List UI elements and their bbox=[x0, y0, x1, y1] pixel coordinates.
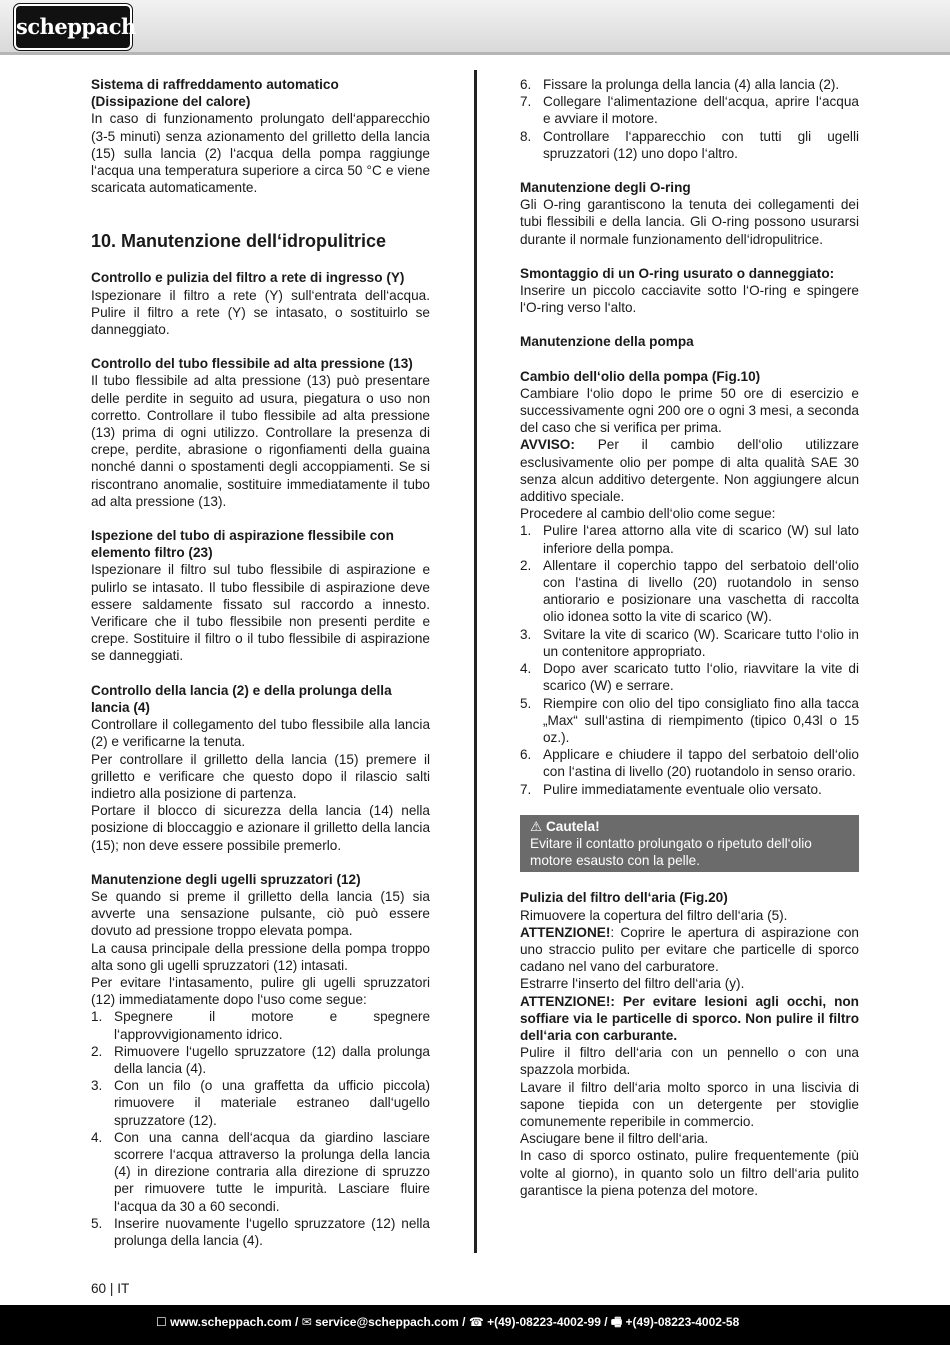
caution-title: ⚠ Cautela! bbox=[530, 818, 600, 834]
air-text: Asciugare bene il filtro dell‘aria. bbox=[520, 1131, 709, 1147]
list-item: 8. Controllare l‘apparecchio con tutti gli ugelli spruzzatori (12) uno dopo l‘altro. bbox=[520, 128, 859, 161]
page-number: 60 bbox=[91, 1281, 107, 1296]
caution-box bbox=[520, 815, 859, 873]
air-text: Lavare il filtro dell‘aria molto sporco in una liscivia di sapone tiepida con un detergente per stoviglie comunemente reperibile in commercio. bbox=[520, 1079, 859, 1129]
air-heading: Pulizia del filtro dell‘aria (Fig.20) bbox=[520, 890, 728, 906]
nozzle-text: Se quando si preme il grilletto della lancia (15) sia avverte una sensazione pulsante, ciò può essere dovuto ad pressione troppo elevata pompa. bbox=[91, 888, 430, 939]
list-item: 5. Riempire con olio del tipo consigliato fino alla tacca „Max“ sull‘astina di riempimento (tipico 0,43l o 15 oz.). bbox=[520, 695, 859, 745]
page-number-line bbox=[91, 1281, 129, 1296]
contact-info: ☐ www.scheppach.com / ✉ service@scheppach.com / ☎ +(49)-08223-4002-99 / 🖷 +(49)-08223-4002-58 bbox=[156, 1315, 740, 1329]
right-column bbox=[520, 76, 859, 1199]
lance-text: Controllare il collegamento del tubo flessibile alla lancia (2) e verificarne la tenuta. bbox=[91, 717, 430, 750]
air-warning: ATTENZIONE!: Coprire le apertura di aspirazione con uno straccio pulito per evitare che particelle di sporco cadano nel vano del carburatore. bbox=[520, 924, 859, 975]
air-warning-strong: ATTENZIONE!: Per evitare lesioni agli occhi, non soffiare via le particelle di sporco. Non pulire il filtro dell‘aria con carburante. bbox=[520, 993, 859, 1043]
lance-text: Per controllare il grilletto della lancia (15) premere il grilletto e verificare che questo dopo il rilascio salti indietro alla posizione di partenza. bbox=[91, 751, 430, 801]
brand-logo: scheppach bbox=[14, 4, 132, 50]
hose-text: Il tubo flessibile ad alta pressione (13) può presentare delle perdite in seguito ad usura, piegatura o uso non corretto. Controllare il tubo flessibile ad alta pressione (13) prima di ogni utilizzo. Controllare la presenza di crepe, perdite, abrasione o rigonfiamenti della guaina nonché danni o spostamenti degli accoppiamenti. Se si riscontrano anomalie, sostituire immediatamente il tubo ad alta pressione (13). bbox=[91, 373, 430, 509]
list-item: 2. Rimuovere l‘ugello spruzzatore (12) dalla prolunga della lancia (4). bbox=[91, 1043, 430, 1076]
list-item: 1. Pulire l‘area attorno alla vite di scarico (W) sul lato inferiore della pompa. bbox=[520, 523, 859, 556]
nozzle-heading: Manutenzione degli ugelli spruzzatori (12) bbox=[91, 871, 361, 887]
separator: | bbox=[109, 1281, 114, 1296]
list-item: 3. Svitare la vite di scarico (W). Scaricare tutto l‘olio in un contenitore appropriato. bbox=[520, 626, 859, 659]
left-column bbox=[91, 76, 430, 1249]
filter-heading: Controllo e pulizia del filtro a rete di ingresso (Y) bbox=[91, 270, 405, 286]
oring-remove-heading: Smontaggio di un O-ring usurato o danneggiato: bbox=[520, 265, 835, 281]
oil-text: Procedere al cambio dell‘olio come segue: bbox=[520, 506, 776, 522]
air-text: Pulire il filtro dell‘aria con un pennello o con una spazzola morbida. bbox=[520, 1045, 859, 1078]
oring-remove-text: Inserire un piccolo cacciavite sotto l‘O-ring e spingere l‘O-ring verso l‘alto. bbox=[520, 283, 859, 316]
oring-heading: Manutenzione degli O-ring bbox=[520, 180, 691, 196]
language-code: IT bbox=[117, 1281, 130, 1296]
list-item: 7. Pulire immediatamente eventuale olio versato. bbox=[520, 781, 822, 797]
oil-steps-list bbox=[520, 522, 859, 797]
list-item: 2. Allentare il coperchio tappo del serbatoio dell‘olio con l‘astina di livello (20) ruotandolo in senso antiorario e posizionare una vaschetta di raccolta olio idonea sotto la vite di scarico (W). bbox=[520, 557, 859, 625]
air-text: In caso di sporco ostinato, pulire frequentemente (più volte al giorno), in quanto solo un filtro dell‘aria pulito garantisce la piena potenza del motore. bbox=[520, 1148, 859, 1198]
oil-heading: Cambio dell‘olio della pompa (Fig.10) bbox=[520, 368, 761, 384]
nozzle-steps-list-continued bbox=[520, 76, 859, 162]
page-header bbox=[0, 0, 950, 55]
list-item: 5. Inserire nuovamente l‘ugello spruzzatore (12) nella prolunga della lancia (4). bbox=[91, 1215, 430, 1248]
footer-bar bbox=[0, 1305, 950, 1345]
list-item: 4. Con una canna dell‘acqua da giardino lasciare scorrere l‘acqua attraverso la prolunga della lancia (4) in direzione contraria alla direzione di spruzzo per rimuovere tutte le impurità. Lasciare fluire l‘acqua da 30 a 60 secondi. bbox=[91, 1129, 430, 1214]
air-text: Rimuovere la copertura del filtro dell‘aria (5). bbox=[520, 907, 788, 923]
nozzle-text: Per evitare l‘intasamento, pulire gli ugelli spruzzatori (12) immediatamente dopo l‘uso come segue: bbox=[91, 974, 430, 1008]
cooling-text: In caso di funzionamento prolungato dell‘apparecchio (3-5 minuti) senza azionamento del grilletto della lancia (15) sulla lancia (2) l‘acqua della pompa raggiunge l‘acqua una temperatura superiore a circa 50 °C e viene scaricata automaticamente. bbox=[91, 111, 430, 196]
nozzle-text: La causa principale della pressione della pompa troppo alta sono gli ugelli spruzzatori (12) intasati. bbox=[91, 940, 430, 973]
oil-text: Cambiare l‘olio dopo le prime 50 ore di esercizio e successivamente ogni 200 ore o ogni 3 mesi, a seconda del caso che si verifica per prima. bbox=[520, 385, 859, 436]
suction-heading: Ispezione del tubo di aspirazione flessibile con elemento filtro (23) bbox=[91, 528, 394, 561]
list-item: 4. Dopo aver scaricato tutto l‘olio, riavvitare la vite di scarico (W) e serrare. bbox=[520, 661, 859, 694]
oring-text: Gli O-ring garantiscono la tenuta dei collegamenti dei tubi flessibili e della lancia. Gli O-ring possono usurarsi durante il normale funzionamento dell‘idropulitrice. bbox=[520, 197, 859, 247]
caution-text: Evitare il contatto prolungato o ripetuto dell‘olio motore esausto con la pelle. bbox=[530, 835, 812, 869]
air-text: Estrarre l‘inserto del filtro dell‘aria (y). bbox=[520, 976, 745, 992]
nozzle-steps-list bbox=[91, 1008, 430, 1249]
list-item: 6. Applicare e chiudere il tappo del serbatoio dell‘olio con l‘astina di livello (20) ruotandolo in senso orario. bbox=[520, 747, 859, 780]
pump-heading: Manutenzione della pompa bbox=[520, 334, 694, 350]
list-item: 6. Fissare la prolunga della lancia (4) alla lancia (2). bbox=[520, 77, 840, 92]
suction-text: Ispezionare il filtro sul tubo flessibile di aspirazione e pulirlo se intasato. Il tubo flessibile di aspirazione deve essere saldamente fissato sul raccordo a innesto. Verificare che il tubo flessibile non presenti perdite e crepe. Sostituire il filtro o il tubo flessibile di aspirazione se danneggiati. bbox=[91, 562, 430, 664]
lance-text: Portare il blocco di sicurezza della lancia (14) nella posizione di bloccaggio e azionare il grilletto della lancia (15); non deve essere possibile premerlo. bbox=[91, 803, 430, 853]
chapter-title: 10. Manutenzione dell‘idropulitrice bbox=[91, 231, 387, 252]
cooling-heading: Sistema di raffreddamento automatico (Dissipazione del calore) bbox=[91, 77, 339, 110]
filter-text: Ispezionare il filtro a rete (Y) sull‘entrata dell‘acqua. Pulire il filtro a rete (Y) se intasato, o sostituirlo se danneggiato. bbox=[91, 287, 430, 338]
list-item: 3. Con un filo (o una graffetta da ufficio piccola) rimuovere il materiale estraneo dall‘ugello spruzzatore (12). bbox=[91, 1078, 430, 1128]
list-item: 7. Collegare l‘alimentazione dell‘acqua, aprire l‘acqua e avviare il motore. bbox=[520, 94, 859, 127]
list-item: 1. Spegnere il motore e spegnere l‘approvvigionamento idrico. bbox=[91, 1009, 430, 1042]
lance-heading: Controllo della lancia (2) e della prolunga della lancia (4) bbox=[91, 682, 392, 715]
oil-warning: AVVISO: Per il cambio dell‘olio utilizzare esclusivamente olio per pompe di alta qualità SAE 30 senza alcun additivo detergente. Non aggiungere alcun additivo speciale. bbox=[520, 437, 859, 505]
column-divider bbox=[474, 70, 477, 1253]
hose-heading: Controllo del tubo flessibile ad alta pressione (13) bbox=[91, 356, 413, 372]
